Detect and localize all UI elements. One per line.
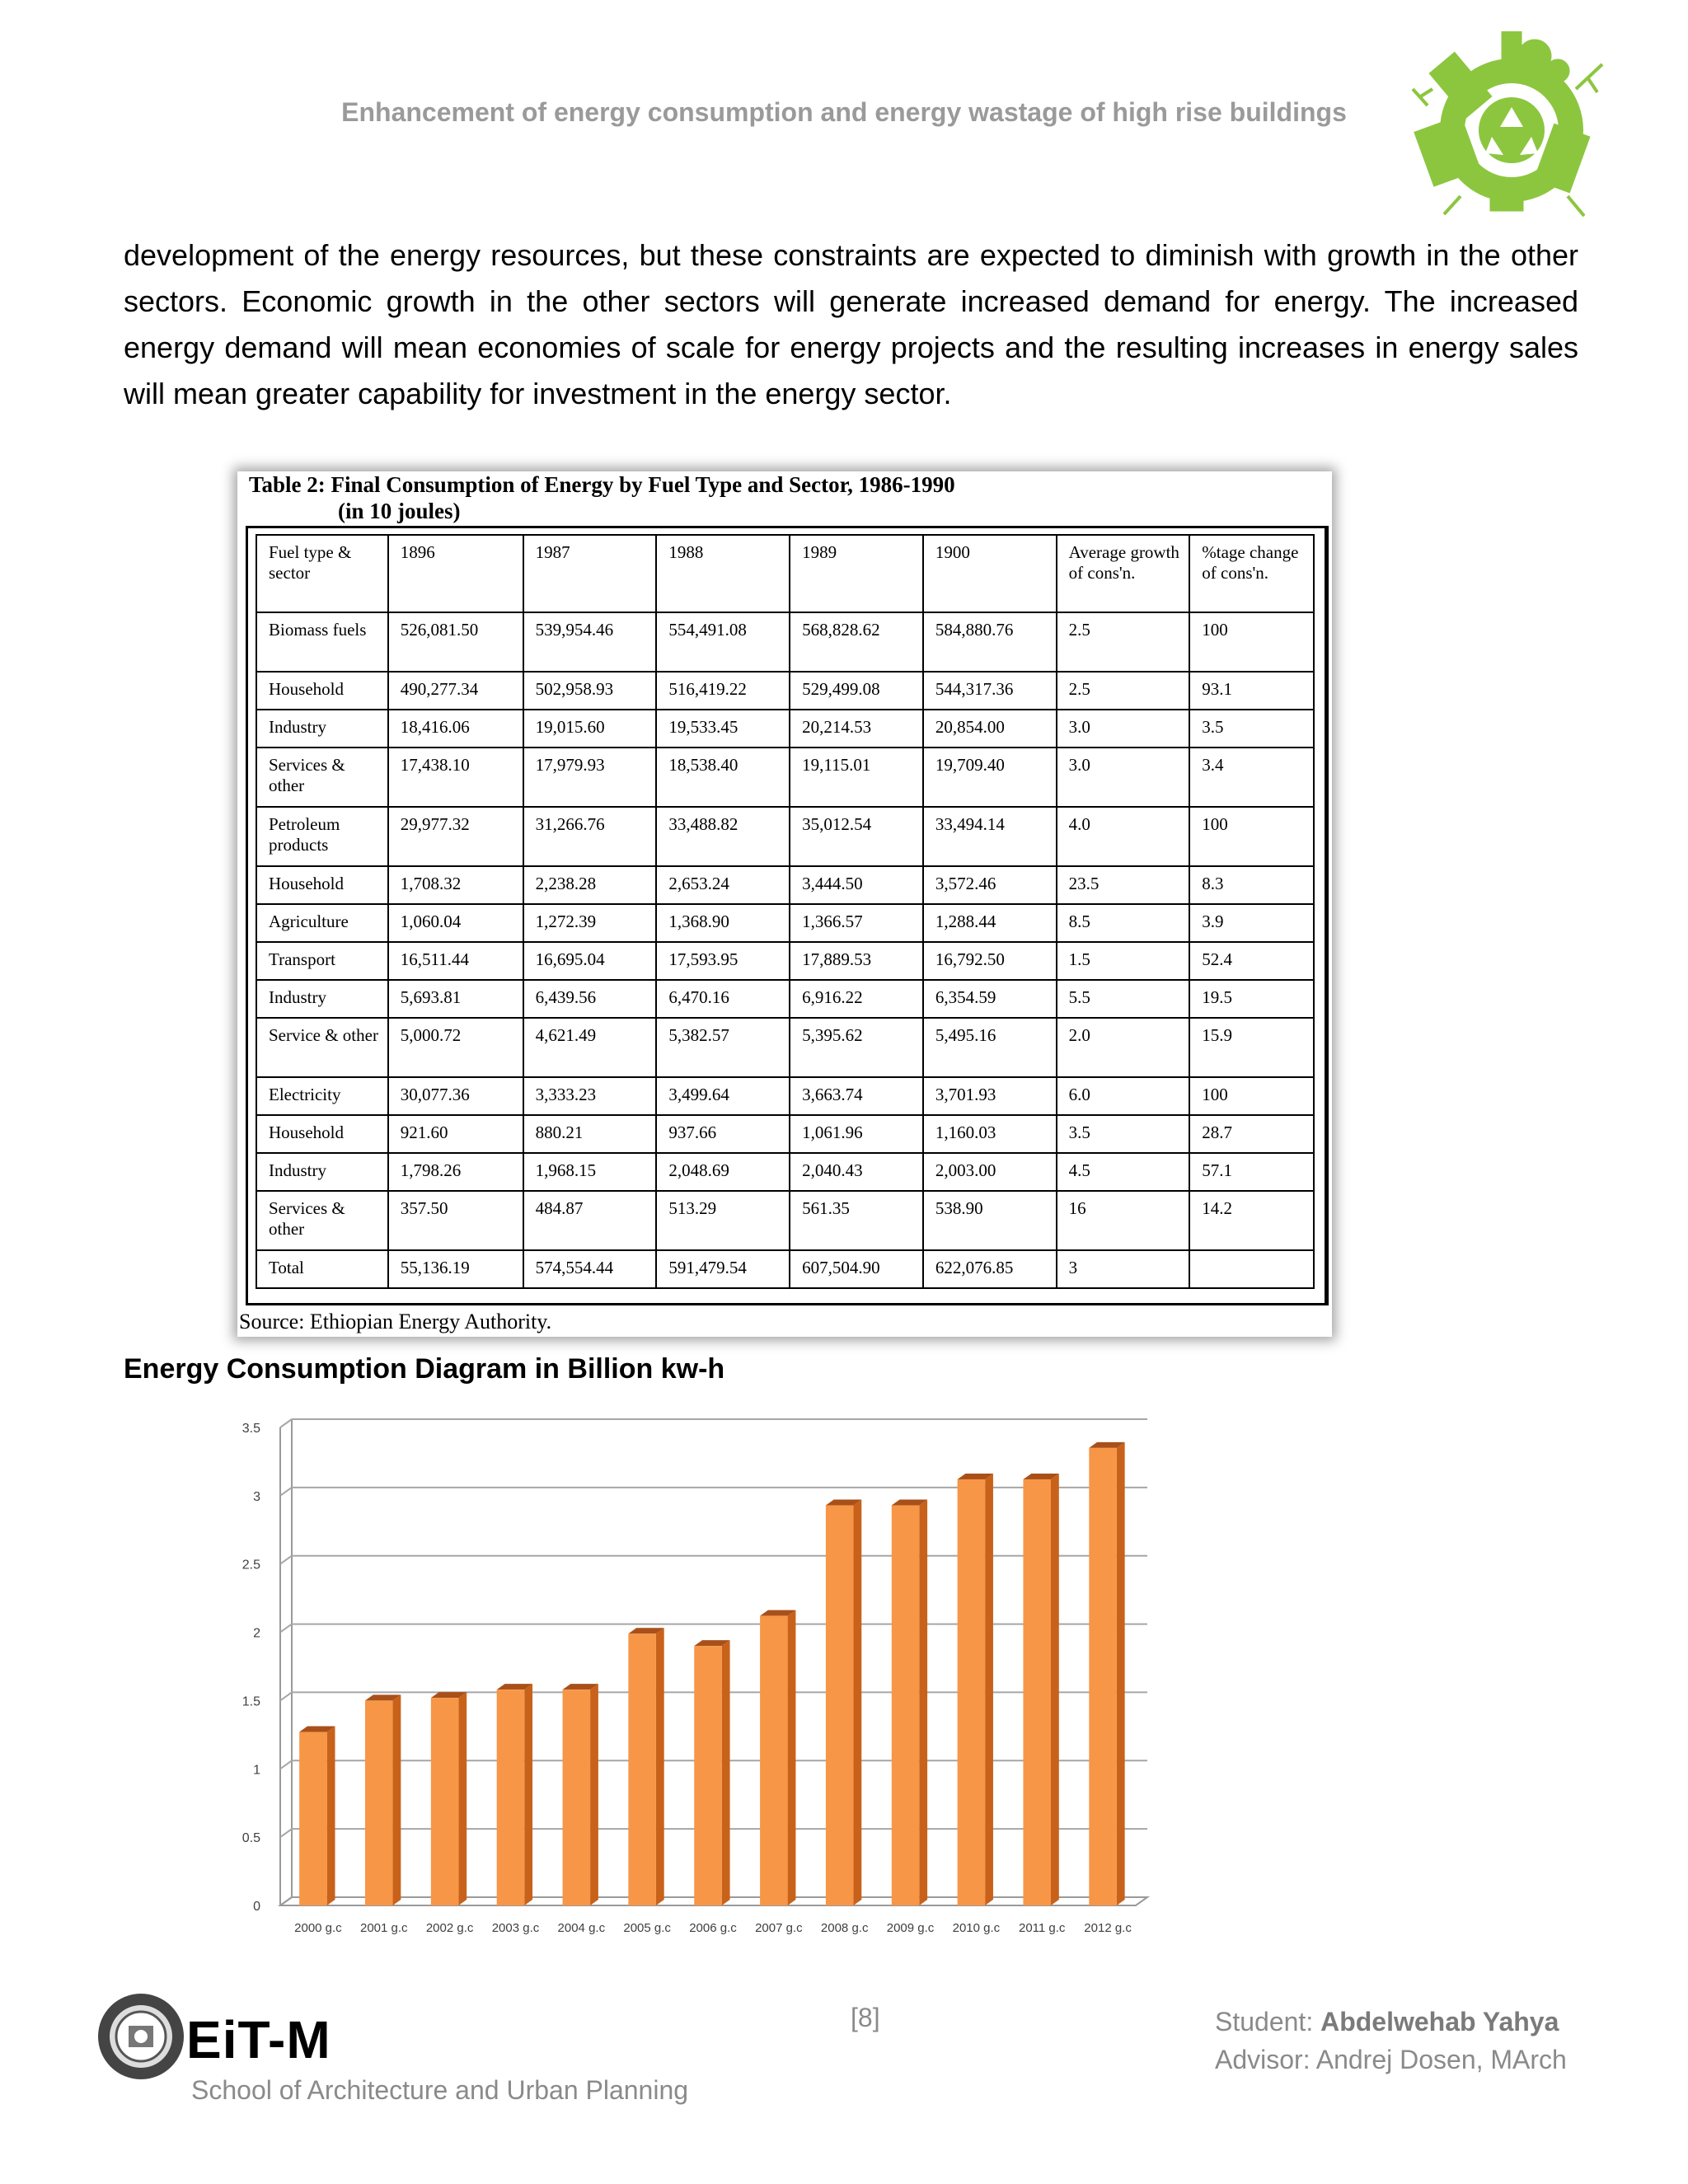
table-cell: 6.0	[1057, 1077, 1190, 1115]
table-row-label: Biomass fuels	[256, 612, 388, 672]
table-cell: 1,368.90	[656, 904, 790, 942]
table-cell: 93.1	[1189, 672, 1314, 710]
table-row	[256, 710, 1314, 748]
table-cell: 3.0	[1057, 710, 1190, 748]
chart-x-tick-label: 2002 g.c	[425, 1921, 474, 1935]
chart-x-tick-label: 2009 g.c	[886, 1921, 935, 1935]
table-cell: 16,511.44	[388, 942, 523, 980]
table-cell: 5,495.16	[923, 1018, 1057, 1077]
table-cell: 921.60	[388, 1115, 523, 1153]
table-cell: 6,916.22	[790, 980, 923, 1018]
table-cell: 3.4	[1189, 748, 1314, 807]
table-cell: 3.0	[1057, 748, 1190, 807]
table-caption	[249, 471, 955, 524]
table-row	[256, 1250, 1314, 1288]
table-row-label: Household	[256, 672, 388, 710]
table-cell: 538.90	[923, 1191, 1057, 1250]
table-cell: 2,003.00	[923, 1153, 1057, 1191]
table-cell: 1,160.03	[923, 1115, 1057, 1153]
table-cell: 526,081.50	[388, 612, 523, 672]
table-row	[256, 807, 1314, 866]
chart-bar	[563, 1690, 591, 1905]
table-cell: 591,479.54	[656, 1250, 790, 1288]
table-row	[256, 1115, 1314, 1153]
table-cell: 574,554.44	[523, 1250, 657, 1288]
chart-x-tick-label: 2003 g.c	[491, 1921, 540, 1935]
energy-consumption-bar-chart	[223, 1401, 1154, 1953]
table-cell: 1,798.26	[388, 1153, 523, 1191]
table-cell: 100	[1189, 1077, 1314, 1115]
table-row-label: Industry	[256, 1153, 388, 1191]
table-caption-line2: (in 10 joules)	[338, 499, 461, 523]
table-header-cell: 1900	[923, 535, 1057, 612]
table-cell: 2,040.43	[790, 1153, 923, 1191]
table-cell: 484.87	[523, 1191, 657, 1250]
table-row	[256, 904, 1314, 942]
table-header-cell: 1989	[790, 535, 923, 612]
table-cell: 3	[1057, 1250, 1190, 1288]
table-cell: 33,488.82	[656, 807, 790, 866]
chart-bar-side	[722, 1640, 730, 1905]
chart-bar-side	[1051, 1474, 1059, 1905]
table-cell: 29,977.32	[388, 807, 523, 866]
table-cell: 2,653.24	[656, 866, 790, 904]
table-header-cell: 1988	[656, 535, 790, 612]
chart-gridline-side	[280, 1829, 292, 1837]
table-cell: 3,499.64	[656, 1077, 790, 1115]
table-row-label: Transport	[256, 942, 388, 980]
chart-x-tick-label: 2000 g.c	[294, 1921, 342, 1935]
table-cell: 937.66	[656, 1115, 790, 1153]
table-cell: 35,012.54	[790, 807, 923, 866]
table-cell: 584,880.76	[923, 612, 1057, 672]
chart-bar	[892, 1505, 920, 1905]
table-row-label: Service & other	[256, 1018, 388, 1077]
table-cell: 539,954.46	[523, 612, 657, 672]
table-cell: 1.5	[1057, 942, 1190, 980]
chart-bar-side	[327, 1727, 335, 1905]
chart-bar	[497, 1690, 525, 1905]
table-cell: 1,272.39	[523, 904, 657, 942]
table-cell: 568,828.62	[790, 612, 923, 672]
table-cell: 16,792.50	[923, 942, 1057, 980]
table-cell: 3.5	[1189, 710, 1314, 748]
chart-gridline-side	[280, 1488, 292, 1496]
running-header-title: Enhancement of energy consumption and energy wastage of high rise buildings	[341, 97, 1347, 127]
table-cell: 20,214.53	[790, 710, 923, 748]
table-cell: 1,061.96	[790, 1115, 923, 1153]
chart-bar-side	[590, 1684, 598, 1905]
table-header-cell: 1987	[523, 535, 657, 612]
student-label: Student:	[1215, 2007, 1321, 2036]
table-row-label: Petroleum products	[256, 807, 388, 866]
table-header-row	[256, 535, 1314, 612]
table-header-cell: Average growth of cons'n.	[1057, 535, 1190, 612]
table-cell: 28.7	[1189, 1115, 1314, 1153]
table-cell: 502,958.93	[523, 672, 657, 710]
table-cell: 513.29	[656, 1191, 790, 1250]
table-row-label: Total	[256, 1250, 388, 1288]
chart-bar-side	[656, 1628, 664, 1905]
table-cell: 16,695.04	[523, 942, 657, 980]
table-row-label: Electricity	[256, 1077, 388, 1115]
chart-bar	[1089, 1448, 1117, 1905]
energy-consumption-table	[256, 534, 1315, 1289]
chart-title: Energy Consumption Diagram in Billion kw-h	[124, 1353, 725, 1385]
table-cell: 1,288.44	[923, 904, 1057, 942]
table-cell: 4,621.49	[523, 1018, 657, 1077]
chart-bar-side	[853, 1499, 861, 1905]
table-cell: 554,491.08	[656, 612, 790, 672]
table-header-cell: %tage change of cons'n.	[1189, 535, 1314, 612]
table-cell: 544,317.36	[923, 672, 1057, 710]
table-cell: 3,572.46	[923, 866, 1057, 904]
chart-x-tick-label: 2012 g.c	[1084, 1921, 1132, 1935]
table-row	[256, 1018, 1314, 1077]
table-cell: 100	[1189, 612, 1314, 672]
footer-brand: EiT-M	[186, 2010, 331, 2069]
table-cell: 23.5	[1057, 866, 1190, 904]
chart-gridline-side	[280, 1624, 292, 1633]
advisor-line: Advisor: Andrej Dosen, MArch	[1215, 2045, 1567, 2074]
chart-bar	[694, 1646, 722, 1905]
chart-bar-side	[985, 1474, 993, 1905]
table-cell: 18,538.40	[656, 748, 790, 807]
table-row-label: Industry	[256, 710, 388, 748]
table-cell: 19,709.40	[923, 748, 1057, 807]
table-row	[256, 942, 1314, 980]
chart-y-tick-label: 2.5	[241, 1558, 260, 1572]
table-cell: 19,533.45	[656, 710, 790, 748]
table-cell: 3.5	[1057, 1115, 1190, 1153]
table-cell: 17,593.95	[656, 942, 790, 980]
chart-x-tick-label: 2010 g.c	[952, 1921, 1001, 1935]
chart-x-tick-label: 2007 g.c	[755, 1921, 803, 1935]
table-cell: 3,701.93	[923, 1077, 1057, 1115]
table-row-label: Household	[256, 866, 388, 904]
table-row	[256, 1077, 1314, 1115]
chart-bar	[299, 1732, 327, 1905]
table-cell: 17,889.53	[790, 942, 923, 980]
table-cell: 17,979.93	[523, 748, 657, 807]
table-source: Source: Ethiopian Energy Authority.	[239, 1310, 552, 1333]
chart-bar-side	[788, 1610, 796, 1905]
table-cell: 100	[1189, 807, 1314, 866]
table-cell: 561.35	[790, 1191, 923, 1250]
table-row	[256, 672, 1314, 710]
chart-y-tick-label: 3	[253, 1489, 260, 1504]
chart-y-tick-label: 0	[253, 1900, 260, 1914]
table-cell: 8.5	[1057, 904, 1190, 942]
chart-x-tick-label: 2005 g.c	[623, 1921, 671, 1935]
table-cell: 1,968.15	[523, 1153, 657, 1191]
chart-bar	[365, 1700, 393, 1905]
table-cell: 1,366.57	[790, 904, 923, 942]
chart-gridline-side	[280, 1556, 292, 1564]
table-cell: 622,076.85	[923, 1250, 1057, 1288]
chart-bar	[628, 1633, 656, 1905]
table-cell: 4.0	[1057, 807, 1190, 866]
table-header-cell: Fuel type & sector	[256, 535, 388, 612]
table-row-label: Household	[256, 1115, 388, 1153]
chart-bar	[1023, 1479, 1051, 1905]
student-line	[1215, 2003, 1567, 2041]
chart-bar-side	[1117, 1442, 1125, 1905]
table-row	[256, 1191, 1314, 1250]
table-row-label: Services & other	[256, 748, 388, 807]
table-cell: 19.5	[1189, 980, 1314, 1018]
table-cell: 5,382.57	[656, 1018, 790, 1077]
table-cell: 2,048.69	[656, 1153, 790, 1191]
chart-gridline-side	[280, 1419, 292, 1427]
table-cell: 357.50	[388, 1191, 523, 1250]
chart-y-tick-label: 1.5	[241, 1694, 260, 1709]
table-row	[256, 866, 1314, 904]
table-cell: 5,395.62	[790, 1018, 923, 1077]
table-cell: 19,115.01	[790, 748, 923, 807]
chart-bar-side	[393, 1694, 401, 1905]
chart-y-tick-label: 1	[253, 1763, 260, 1778]
table-cell: 490,277.34	[388, 672, 523, 710]
table-cell: 5,000.72	[388, 1018, 523, 1077]
table-cell: 5,693.81	[388, 980, 523, 1018]
table-cell: 3,444.50	[790, 866, 923, 904]
table-cell: 1,060.04	[388, 904, 523, 942]
chart-bar	[760, 1616, 788, 1905]
table-cell: 31,266.76	[523, 807, 657, 866]
chart-y-tick-label: 0.5	[241, 1831, 260, 1846]
table-cell: 18,416.06	[388, 710, 523, 748]
table-cell: 8.3	[1189, 866, 1314, 904]
table-cell: 529,499.08	[790, 672, 923, 710]
chart-y-tick-label: 2	[253, 1626, 260, 1641]
table-cell: 3.9	[1189, 904, 1314, 942]
footer-school: School of Architecture and Urban Planning	[191, 2075, 689, 2105]
table-cell: 4.5	[1057, 1153, 1190, 1191]
eco-recycle-logo-icon	[1411, 31, 1609, 221]
chart-y-tick-label: 3.5	[241, 1422, 260, 1436]
table-header-cell: 1896	[388, 535, 523, 612]
table-cell: 30,077.36	[388, 1077, 523, 1115]
table-row-label: Agriculture	[256, 904, 388, 942]
table-cell: 2.0	[1057, 1018, 1190, 1077]
table-cell: 15.9	[1189, 1018, 1314, 1077]
chart-gridline-side	[280, 1760, 292, 1769]
table-cell: 14.2	[1189, 1191, 1314, 1250]
table-figure	[237, 471, 1332, 1337]
table-row-label: Services & other	[256, 1191, 388, 1250]
table-caption-line1: Table 2: Final Consumption of Energy by Fuel Type and Sector, 1986-1990	[249, 472, 955, 497]
chart-x-tick-label: 2011 g.c	[1019, 1921, 1066, 1935]
table-cell: 880.21	[523, 1115, 657, 1153]
chart-x-tick-label: 2001 g.c	[359, 1921, 408, 1935]
table-cell: 57.1	[1189, 1153, 1314, 1191]
student-name: Abdelwehab Yahya	[1320, 2007, 1559, 2036]
table-row	[256, 748, 1314, 807]
table-cell: 516,419.22	[656, 672, 790, 710]
table-cell: 6,470.16	[656, 980, 790, 1018]
chart-bar	[431, 1698, 459, 1905]
table-cell: 3,663.74	[790, 1077, 923, 1115]
table-cell: 17,438.10	[388, 748, 523, 807]
table-cell	[1189, 1250, 1314, 1288]
page-number: [8]	[851, 2003, 880, 2032]
table-cell: 3,333.23	[523, 1077, 657, 1115]
chart-x-tick-label: 2004 g.c	[557, 1921, 606, 1935]
table-cell: 52.4	[1189, 942, 1314, 980]
table-cell: 19,015.60	[523, 710, 657, 748]
table-row-label: Industry	[256, 980, 388, 1018]
table-cell: 607,504.90	[790, 1250, 923, 1288]
body-paragraph: development of the energy resources, but these constraints are expected to diminish with growth in the other sectors. Economic growth in the other sectors will generate increased demand for energy. The increased energy demand will mean economies of scale for energy projects and the resulting increases in energy sales will mean greater capability for investment in the energy sector.	[124, 238, 1578, 410]
chart-x-tick-label: 2008 g.c	[820, 1921, 869, 1935]
chart-bar-side	[458, 1692, 467, 1905]
table-cell: 55,136.19	[388, 1250, 523, 1288]
chart-bar	[826, 1505, 854, 1905]
student-advisor-block	[1215, 2003, 1567, 2079]
table-cell: 5.5	[1057, 980, 1190, 1018]
table-cell: 2,238.28	[523, 866, 657, 904]
table-cell: 2.5	[1057, 612, 1190, 672]
chart-x-tick-label: 2006 g.c	[689, 1921, 737, 1935]
table-row	[256, 612, 1314, 672]
table-cell: 20,854.00	[923, 710, 1057, 748]
table-cell: 16	[1057, 1191, 1190, 1250]
chart-bar-side	[524, 1684, 532, 1905]
table-cell: 1,708.32	[388, 866, 523, 904]
table-cell: 6,439.56	[523, 980, 657, 1018]
table-cell: 2.5	[1057, 672, 1190, 710]
chart-gridline-side	[280, 1692, 292, 1700]
chart-bar-side	[919, 1499, 927, 1905]
table-row	[256, 980, 1314, 1018]
table-cell: 6,354.59	[923, 980, 1057, 1018]
table-cell: 33,494.14	[923, 807, 1057, 866]
table-row	[256, 1153, 1314, 1191]
university-seal-icon	[96, 1991, 186, 2082]
chart-bar	[958, 1479, 986, 1905]
